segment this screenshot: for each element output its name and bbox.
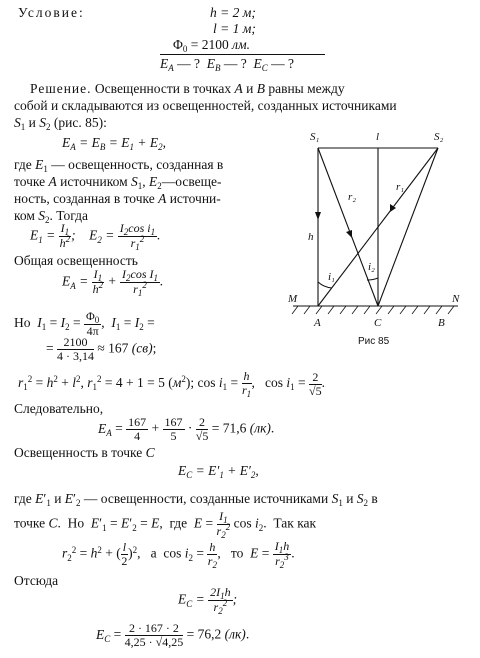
condition-label: Условие: — [18, 5, 85, 20]
equation-2: $E_1$ = $\frac{I_1}{h^2}$ ; $E_2$ = $\frac{I_2\cos i_1}{r_1^2}$ . — [30, 221, 161, 252]
equation-6: $E_A$ = $\frac{167}{4}$ + $\frac{167}{5}$ · $\frac{2}{√5}$ = 71,6 (лк). — [98, 415, 275, 443]
label-h: h — [308, 231, 314, 243]
label-b: B — [438, 317, 445, 329]
condition-phi: $\Phi_0 = 2100$ лм. — [173, 37, 251, 54]
label-i1: i₁ — [328, 271, 335, 283]
label-l: l — [376, 131, 380, 143]
para2-line3: ность, созданная в точке A источни- — [14, 191, 221, 206]
condition-find: $E_A$ — ? $E_B$ — ? $E_C$ — ? — [160, 56, 295, 73]
para6-line1: где $E'_1$ и $E'_2$ — освещенности, созданные источниками $S_1$ и $S_2$ в — [14, 491, 378, 508]
figure-85 — [278, 120, 478, 350]
equation-4b: = $\frac{2100}{4 \cdot 3,14}$ ≈ 167 (св); — [46, 335, 157, 363]
equation-4a: Но $I_1 = I_2$ = $\frac{\Phi_0}{4\pi}$ , $I_1 = I_2$ = — [14, 309, 155, 338]
arrow-r2 — [346, 230, 352, 238]
label-s2: S₂ — [434, 131, 444, 143]
label-r1: r₁ — [396, 181, 405, 193]
label-m: M — [288, 293, 298, 305]
ground-hatching — [292, 306, 454, 314]
solution-intro-line3: $S_1$ и $S_2$ (рис. 85): — [14, 115, 107, 132]
angle-i2-arc — [367, 278, 378, 280]
label-s1: S₁ — [310, 131, 320, 143]
para7: Отсюда — [14, 573, 59, 588]
para3: Общая освещенность — [14, 253, 138, 268]
equation-1: $E_A = E_B = E_1 + E_2$, — [62, 135, 166, 152]
line-r2-left — [318, 148, 378, 306]
equation-3: $E_A$ = $\frac{I_1}{h^2}$ + $\frac{I_2\cos I_1}{r_1^2}$ . — [62, 267, 164, 298]
equation-9: $E_C$ = $\frac{2I_1h}{r_2^2}$ ; — [178, 585, 238, 616]
label-c: C — [374, 317, 382, 329]
condition-h: h = 2 м; — [210, 5, 256, 20]
label-n: N — [452, 293, 460, 305]
label-r2: r₂ — [348, 191, 357, 203]
para4: Следовательно, — [14, 401, 104, 416]
para2-line4: ком $S_2$. Тогда — [14, 208, 89, 225]
solution-intro-line1: Решение. Освещенности в точках A и B равны между — [30, 81, 345, 96]
figure-caption: Рис 85 — [358, 336, 390, 347]
equation-7: $E_C = E'_1 + E'_2$, — [178, 463, 259, 480]
para2-line1: где $E_1$ — освещенность, созданная в — [14, 157, 224, 174]
line-r2-right — [378, 148, 438, 306]
solution-intro-line2: собой и складываются из освещенностей, созданных источниками — [14, 98, 397, 113]
arrow-h — [315, 212, 321, 220]
para2-line2: точке A источником $S_1$, $E_2—освеще-$ — [14, 174, 222, 191]
para6-line2: точке C. Но $E'_1 = E'_2 = E$, где E = $\frac{I_1}{r_2^2}$ $\cos i_2$. Так как — [14, 509, 317, 540]
equation-8: $r_2^2 = h^2$ + ( $\frac{l}{2}$ )$^2$, а $\cos i_2$ = $\frac{h}{r_2}$ , то E = $\frac{I_1h}{r_2^3}$ . — [62, 539, 295, 570]
para5: Освещенность в точке C — [14, 445, 155, 460]
equation-5: $r_1^2 = h^2 + l^2$, $r_1^2 = 4 + 1 = 5$ $(м^2)$; $\cos i_1$ = $\frac{h}{r_1}$ , $\cos i_1$ = $\frac{2}{√5}$ . — [18, 369, 326, 399]
label-a: A — [314, 317, 321, 329]
label-i2: i₂ — [368, 261, 375, 273]
equation-10: $E_C$ = $\frac{2 \cdot 167 \cdot 2}{4,25 \cdot √4,25}$ = 76,2 (лк). — [96, 621, 250, 649]
condition-l: l = 1 м; — [213, 21, 256, 36]
arrowheads — [315, 204, 396, 238]
